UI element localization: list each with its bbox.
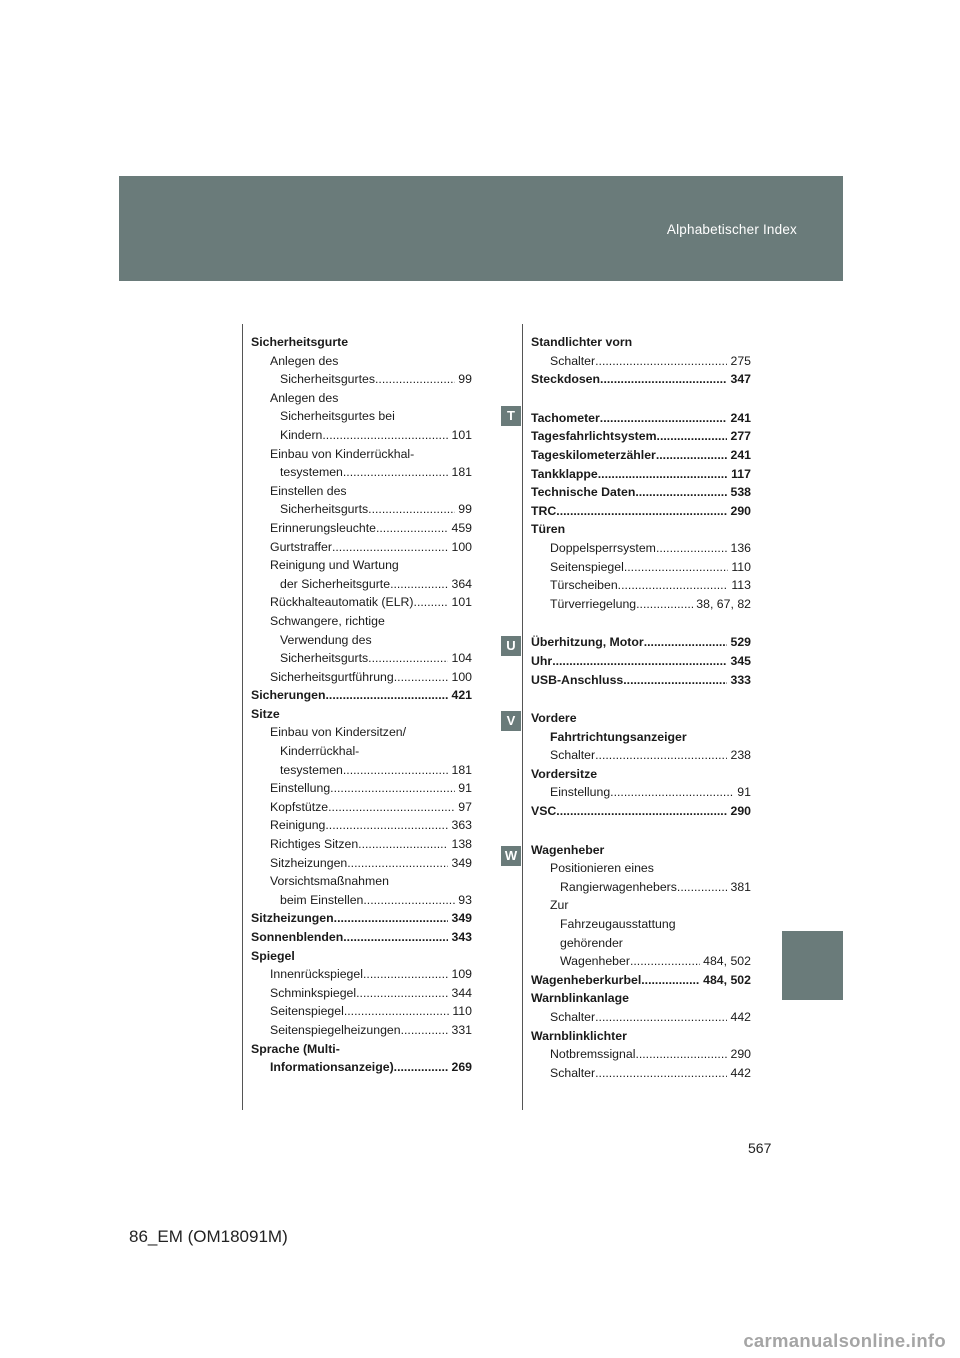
entry-term: Schwangere, richtige — [270, 613, 385, 628]
entry-page: 110 — [448, 1004, 472, 1019]
document-code: 86_EM (OM18091M) — [129, 1227, 288, 1246]
entry-page: 110 — [727, 559, 751, 574]
index-entry — [531, 878, 751, 897]
entry-term: Notbremssignal — [550, 1047, 636, 1062]
entry-page: 290 — [727, 1047, 751, 1062]
entry-page: 343 — [448, 930, 472, 944]
dot-leader — [624, 558, 728, 577]
index-entry — [531, 934, 751, 953]
index-entry — [251, 928, 472, 947]
entry-term: Wagenheber — [531, 842, 605, 857]
index-entry — [251, 575, 472, 594]
index-entry — [251, 500, 472, 519]
dot-leader — [322, 426, 448, 445]
entry-term: Warnblinklichter — [531, 1028, 627, 1043]
entry-term: TRC — [531, 503, 557, 518]
dot-leader — [657, 427, 728, 446]
index-entry — [531, 595, 751, 614]
entry-term: Sonnenblenden — [251, 930, 344, 944]
entry-page: 241 — [727, 410, 751, 425]
entry-term: Fahrtrichtungsanzeiger — [550, 729, 687, 744]
entry-term: Standlichter vorn — [531, 335, 633, 349]
index-entry — [531, 765, 751, 784]
dot-leader — [334, 909, 448, 928]
dot-leader — [635, 483, 727, 502]
entry-page: 241 — [727, 447, 751, 462]
entry-term: Warnblinkanlage — [531, 991, 629, 1006]
dot-leader — [376, 519, 448, 538]
entry-page: 290 — [727, 503, 751, 518]
dot-leader — [363, 891, 455, 910]
index-entry — [251, 761, 472, 780]
index-entry — [531, 728, 751, 747]
dot-leader — [600, 409, 727, 428]
dot-leader — [600, 370, 727, 389]
index-entry — [251, 798, 472, 817]
entry-term: Vordere — [531, 711, 577, 726]
index-entry — [531, 465, 751, 484]
index-entry — [531, 633, 751, 652]
entry-page: 459 — [448, 520, 472, 535]
section-title: Alphabetischer Index — [666, 222, 797, 237]
index-entry — [251, 723, 472, 742]
entry-term: Fahrzeugausstattung — [560, 917, 676, 932]
index-entry — [531, 1064, 751, 1083]
entry-term: Verwendung des — [280, 632, 372, 647]
watermark: carmanualsonline.info — [743, 1330, 946, 1351]
dot-leader — [595, 1008, 727, 1027]
entry-term: VSC — [531, 804, 557, 819]
index-entry — [251, 482, 472, 501]
entry-term: Seitenspiegel — [550, 559, 624, 574]
index-entry — [251, 593, 472, 612]
dot-leader — [332, 538, 448, 557]
dot-leader — [325, 816, 448, 835]
entry-term: Überhitzung, Motor — [531, 635, 644, 650]
index-entry — [251, 463, 472, 482]
section-letter-u: U — [501, 636, 521, 656]
section-gap — [531, 613, 751, 633]
dot-leader — [344, 1002, 449, 1021]
entry-term: Einbau von Kinderrückhal- — [270, 446, 415, 461]
index-entry — [251, 352, 472, 371]
index-entry — [531, 1027, 751, 1046]
index-entry — [531, 802, 751, 821]
entry-term: Anlegen des — [270, 390, 339, 405]
index-entry — [531, 915, 751, 934]
dot-leader — [343, 463, 448, 482]
entry-term: Sprache (Multi- — [251, 1041, 340, 1056]
index-entry — [251, 649, 472, 668]
entry-page: 181 — [448, 762, 472, 777]
index-entry — [531, 333, 751, 352]
index-column-left — [251, 333, 472, 1077]
dot-leader — [656, 446, 727, 465]
dot-leader — [347, 854, 448, 873]
dot-leader — [328, 798, 455, 817]
entry-page: 101 — [448, 427, 472, 442]
entry-term: Rangierwagenhebers — [560, 879, 677, 894]
index-entry — [531, 427, 751, 446]
index-entry — [531, 971, 751, 990]
entry-term: tesystemen — [280, 465, 343, 480]
dot-leader — [414, 593, 449, 612]
index-entry — [251, 1040, 472, 1059]
entry-term: Doppelsperrsystem — [550, 540, 656, 555]
entry-term: Rückhalteautomatik (ELR) — [270, 595, 414, 610]
index-entry — [531, 1008, 751, 1027]
entry-page: 347 — [727, 372, 751, 387]
dot-leader — [595, 746, 727, 765]
index-entry — [531, 1045, 751, 1064]
entry-term: Seitenspiegel — [270, 1004, 344, 1019]
entry-page: 109 — [448, 967, 472, 982]
index-entry — [531, 652, 751, 671]
entry-term: gehörender — [560, 935, 623, 950]
entry-page: 104 — [448, 651, 472, 666]
index-entry — [251, 686, 472, 705]
entry-page: 345 — [727, 653, 751, 668]
dot-leader — [375, 370, 455, 389]
entry-term: Schalter — [550, 1065, 596, 1080]
entry-page: 529 — [727, 635, 751, 650]
entry-term: Türverriegelung — [550, 596, 637, 611]
entry-term: Vorsichtsmaßnahmen — [270, 874, 389, 889]
entry-term: Sicherheitsgurtes bei — [280, 409, 395, 424]
entry-page: 136 — [727, 540, 751, 555]
index-entry — [251, 854, 472, 873]
index-entry — [531, 520, 751, 539]
entry-term: Erinnerungsleuchte — [270, 520, 376, 535]
index-entry — [251, 872, 472, 891]
entry-page: 181 — [448, 465, 472, 480]
entry-term: Sicherheitsgurts — [280, 651, 369, 666]
left-column-rule — [242, 324, 243, 1110]
entry-term: Sicherheitsgurts — [280, 502, 369, 517]
entry-page: 91 — [733, 785, 751, 800]
entry-page: 97 — [454, 799, 472, 814]
entry-page: 277 — [727, 429, 751, 444]
entry-term: Sitze — [251, 706, 280, 721]
index-entry — [251, 556, 472, 575]
entry-term: Technische Daten — [531, 485, 636, 500]
entry-page: 38, 67, 82 — [692, 596, 751, 611]
dot-leader — [644, 633, 727, 652]
entry-term: Richtiges Sitzen — [270, 837, 359, 852]
dot-leader — [368, 500, 455, 519]
entry-term: Informationsanzeige) — [270, 1060, 394, 1075]
index-entry — [531, 671, 751, 690]
section-letter-v: V — [501, 711, 521, 731]
dot-leader — [556, 802, 727, 821]
index-entry — [251, 389, 472, 408]
dot-leader — [343, 928, 448, 947]
dot-leader — [630, 952, 700, 971]
index-entry — [531, 483, 751, 502]
index-entry — [251, 668, 472, 687]
entry-term: Sitzheizungen — [270, 855, 348, 870]
index-entry — [251, 333, 472, 352]
entry-page: 99 — [454, 372, 472, 387]
entry-page: 101 — [448, 595, 472, 610]
dot-leader — [368, 649, 448, 668]
entry-page: 275 — [727, 353, 751, 368]
entry-page: 100 — [448, 669, 472, 684]
entry-term: Positionieren eines — [550, 861, 654, 876]
index-entry — [251, 984, 472, 1003]
dot-leader — [595, 352, 727, 371]
index-entry — [531, 989, 751, 1008]
index-entry — [531, 709, 751, 728]
entry-page: 99 — [454, 502, 472, 517]
entry-page: 484, 502 — [699, 954, 751, 969]
dot-leader — [401, 1021, 448, 1040]
entry-term: Wagenheber — [560, 954, 630, 969]
entry-page: 269 — [448, 1060, 472, 1075]
entry-term: Gurtstraffer — [270, 539, 332, 554]
entry-term: Schalter — [550, 1010, 596, 1024]
entry-term: Seitenspiegelheizungen — [270, 1022, 401, 1037]
entry-page: 333 — [727, 672, 751, 687]
entry-page: 138 — [448, 837, 472, 852]
index-entry — [251, 538, 472, 557]
dot-leader — [363, 965, 448, 984]
index-entry — [251, 947, 472, 966]
entry-term: Kinderrückhal- — [280, 744, 360, 759]
right-column-rule — [522, 324, 523, 1110]
entry-term: Türen — [531, 522, 566, 537]
entry-page: 93 — [454, 892, 472, 907]
entry-page: 113 — [727, 578, 751, 593]
entry-page: 100 — [448, 539, 472, 554]
entry-term: Wagenheberkurbel — [531, 972, 642, 987]
dot-leader — [343, 761, 448, 780]
index-entry — [251, 779, 472, 798]
dot-leader — [394, 668, 448, 687]
section-gap — [531, 821, 751, 841]
index-entry — [251, 1021, 472, 1040]
entry-term: Tachometer — [531, 410, 600, 425]
entry-page: 421 — [448, 688, 472, 703]
index-entry — [251, 445, 472, 464]
dot-leader — [598, 465, 728, 484]
index-entry — [251, 519, 472, 538]
index-entry — [251, 965, 472, 984]
dot-leader — [390, 575, 448, 594]
dot-leader — [623, 671, 727, 690]
index-entry — [531, 409, 751, 428]
index-entry — [531, 446, 751, 465]
entry-page: 349 — [448, 911, 472, 926]
entry-page: 364 — [448, 576, 472, 591]
dot-leader — [325, 686, 448, 705]
entry-term: Tagesfahrlichtsystem — [531, 429, 657, 444]
entry-page: 381 — [727, 879, 751, 894]
entry-term: Einstellung — [550, 785, 611, 800]
index-column-right — [531, 333, 751, 1082]
index-entry — [251, 835, 472, 854]
entry-page: 91 — [454, 781, 472, 796]
index-entry — [531, 539, 751, 558]
chapter-tab — [782, 931, 843, 1000]
index-entry — [251, 909, 472, 928]
entry-term: Kindern — [280, 427, 323, 442]
entry-term: Reinigung — [270, 818, 326, 833]
entry-page: 538 — [727, 485, 751, 500]
entry-page: 344 — [448, 985, 472, 1000]
index-entry — [531, 576, 751, 595]
index-entry — [251, 370, 472, 389]
index-entry — [531, 746, 751, 765]
entry-page: 484, 502 — [699, 972, 751, 987]
dot-leader — [556, 502, 727, 521]
entry-term: Steckdosen — [531, 372, 601, 387]
index-entry — [531, 783, 751, 802]
index-entry — [251, 612, 472, 631]
entry-term: Sitzheizungen — [251, 911, 334, 926]
index-entry — [531, 896, 751, 915]
index-entry — [251, 631, 472, 650]
header-band — [119, 176, 843, 281]
dot-leader — [595, 1064, 727, 1083]
entry-page: 290 — [727, 804, 751, 819]
dot-leader — [641, 971, 699, 990]
entry-page: 363 — [448, 818, 472, 833]
entry-page: 238 — [727, 748, 751, 763]
index-entry — [531, 952, 751, 971]
entry-term: tesystemen — [280, 762, 343, 777]
index-entry — [531, 352, 751, 371]
entry-term: beim Einstellen — [280, 892, 364, 907]
index-entry — [251, 816, 472, 835]
entry-term: Einstellung — [270, 781, 331, 796]
index-entry — [531, 370, 751, 389]
dot-leader — [635, 1045, 727, 1064]
entry-term: Reinigung und Wartung — [270, 558, 399, 573]
index-entry — [251, 407, 472, 426]
entry-term: Sicherungen — [251, 688, 326, 703]
entry-term: Türscheiben — [550, 578, 618, 593]
dot-leader — [677, 878, 727, 897]
entry-page: 442 — [727, 1010, 751, 1024]
index-entry — [251, 705, 472, 724]
entry-page: 349 — [448, 855, 472, 870]
page-number: 567 — [748, 1140, 772, 1156]
entry-page: 442 — [727, 1065, 751, 1080]
entry-term: Einbau von Kindersitzen/ — [270, 725, 407, 740]
index-entry — [251, 742, 472, 761]
index-entry — [251, 1002, 472, 1021]
entry-term: Tankklappe — [531, 466, 598, 481]
index-entry — [251, 426, 472, 445]
index-entry — [531, 558, 751, 577]
entry-term: Spiegel — [251, 948, 295, 963]
entry-page: 331 — [448, 1022, 472, 1037]
entry-term: Innenrückspiegel — [270, 967, 363, 982]
section-gap — [531, 689, 751, 709]
entry-term: USB-Anschluss — [531, 672, 624, 687]
index-entry — [251, 1058, 472, 1077]
entry-term: Sicherheitsgurte — [251, 335, 349, 349]
entry-page: 117 — [727, 466, 751, 481]
index-entry — [531, 502, 751, 521]
entry-term: Tageskilometerzähler — [531, 447, 656, 462]
section-gap — [531, 389, 751, 409]
entry-term: der Sicherheitsgurte — [280, 576, 391, 591]
dot-leader — [330, 779, 455, 798]
entry-term: Schalter — [550, 353, 596, 368]
entry-term: Sicherheitsgurtes — [280, 372, 376, 387]
index-entry — [531, 859, 751, 878]
section-letter-w: W — [501, 846, 521, 866]
entry-term: Vordersitze — [531, 766, 598, 781]
dot-leader — [394, 1058, 448, 1077]
index-entry — [531, 841, 751, 860]
dot-leader — [358, 835, 448, 854]
dot-leader — [356, 984, 448, 1003]
entry-term: Anlegen des — [270, 353, 339, 368]
entry-term: Kopfstütze — [270, 799, 329, 814]
section-letter-t: T — [501, 406, 521, 426]
dot-leader — [636, 595, 693, 614]
entry-term: Zur — [550, 898, 569, 913]
dot-leader — [552, 652, 727, 671]
dot-leader — [618, 576, 728, 595]
entry-term: Uhr — [531, 653, 553, 668]
entry-term: Schalter — [550, 748, 596, 763]
entry-term: Schminkspiegel — [270, 985, 357, 1000]
index-entry — [251, 891, 472, 910]
entry-term: Sicherheitsgurtführung — [270, 669, 394, 684]
dot-leader — [656, 539, 727, 558]
dot-leader — [610, 783, 734, 802]
entry-term: Einstellen des — [270, 483, 347, 498]
